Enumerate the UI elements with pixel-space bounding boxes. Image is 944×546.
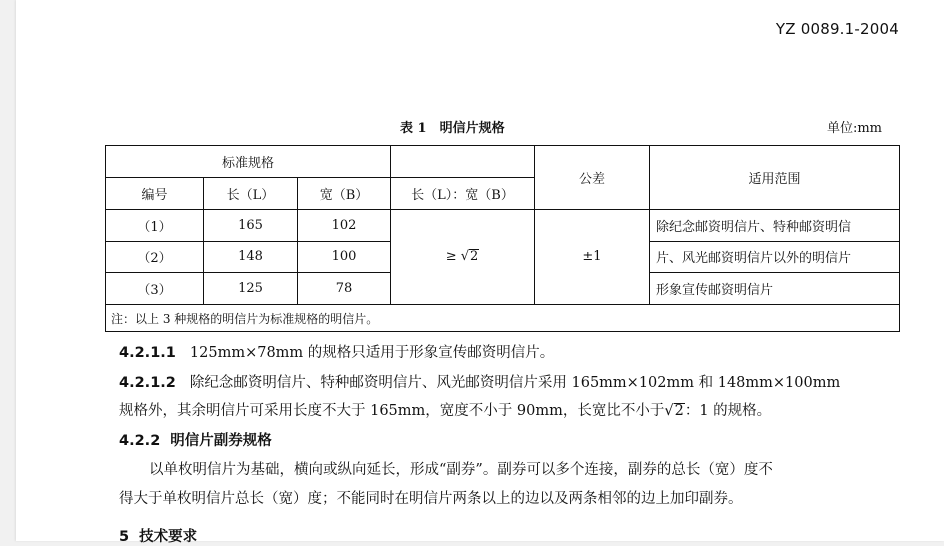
clause-number: 4.2.1.2 xyxy=(119,375,176,391)
postcard-spec-table xyxy=(105,145,900,332)
header-width: 宽（B） xyxy=(298,177,391,209)
clause-4-2-1-2 xyxy=(119,371,840,392)
row-width: 102 xyxy=(298,209,391,241)
table-row xyxy=(106,209,900,241)
ratio-cell xyxy=(391,209,535,305)
clause-text: 125mm×78mm 的规格只适用于形象宣传邮资明信片。 xyxy=(189,345,555,361)
heading-text: 明信片副券规格 xyxy=(170,432,272,449)
heading-text: 技术要求 xyxy=(139,528,198,545)
header-standard-ext xyxy=(391,146,535,178)
row-length: 125 xyxy=(204,273,298,305)
scope-row-3: 形象宣传邮资明信片 xyxy=(650,273,900,305)
paragraph-line-2: 得大于单枚明信片总长（宽）度；不能同时在明信片两条以上的边以及两条相邻的边上加印副券。 xyxy=(119,491,743,507)
sqrt-symbol: √2 xyxy=(664,403,684,419)
standard-code: YZ 0089.1-2004 xyxy=(775,20,899,38)
clause-text: ：1 的规格。 xyxy=(684,403,772,419)
header-length: 长（L） xyxy=(204,177,298,209)
row-number: （2） xyxy=(106,241,204,273)
heading-number: 5 xyxy=(119,529,130,545)
header-ratio: 长（L）：宽（B） xyxy=(391,177,535,209)
header-scope: 适用范围 xyxy=(650,146,900,210)
table-unit: 单位:mm xyxy=(826,121,882,136)
scope-line-2: 片、风光邮资明信片以外的明信片 xyxy=(650,241,900,273)
table-note-row xyxy=(106,305,900,332)
clause-text: 除纪念邮资明信片、特种邮资明信片、风光邮资明信片采用 165mm×102mm 和 148mm×100mm xyxy=(189,375,841,391)
scope-line-1: 除纪念邮资明信片、特种邮资明信 xyxy=(650,209,900,241)
row-length: 165 xyxy=(204,209,298,241)
clause-number: 4.2.1.1 xyxy=(119,345,176,361)
section-heading-4-2-2 xyxy=(119,429,272,450)
ratio-prefix: ≥ xyxy=(445,249,457,265)
table-title: 表 1 明信片规格 xyxy=(400,121,505,136)
clause-4-2-1-2-cont xyxy=(119,399,771,420)
sqrt-radicand: 2 xyxy=(674,403,684,419)
header-tolerance: 公差 xyxy=(535,146,650,210)
table-note: 注：以上 3 种规格的明信片为标准规格的明信片。 xyxy=(106,305,900,332)
row-width: 100 xyxy=(298,241,391,273)
clause-text: 规格外，其余明信片可采用长度不大于 165mm，宽度不小于 90mm，长宽比不小于 xyxy=(119,403,665,419)
table-header-row xyxy=(106,146,900,178)
row-length: 148 xyxy=(204,241,298,273)
header-number: 编号 xyxy=(106,177,204,209)
heading-number: 4.2.2 xyxy=(119,433,161,449)
clause-4-2-1-1 xyxy=(119,341,554,362)
document-page xyxy=(16,0,944,545)
paragraph-line-1: 以单枚明信片为基础，横向或纵向延长，形成“副券”。副券可以多个连接，副券的总长（宽）度不 xyxy=(149,462,773,478)
row-number: （1） xyxy=(106,209,204,241)
sqrt-radicand: 2 xyxy=(470,249,479,265)
sqrt-symbol: √2 xyxy=(460,249,479,265)
section-heading-5 xyxy=(119,525,197,546)
row-width: 78 xyxy=(298,273,391,305)
row-number: （3） xyxy=(106,273,204,305)
tolerance-cell: ±1 xyxy=(535,209,650,305)
header-standard: 标准规格 xyxy=(106,146,391,178)
